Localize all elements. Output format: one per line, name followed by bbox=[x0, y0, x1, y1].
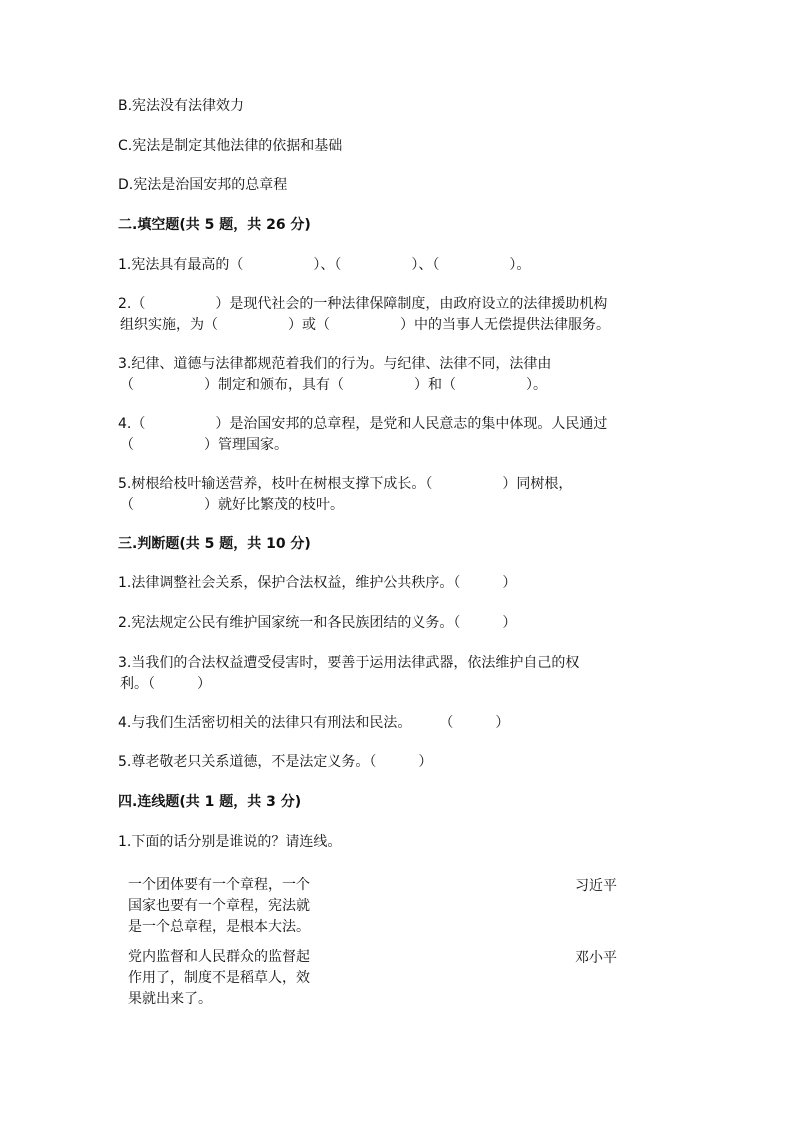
match-section-heading: 四.连线题(共 1 题，共 3 分) bbox=[118, 794, 302, 810]
fill-question-3-line-1: 3.纪律、道德与法律都规范着我们的行为。与纪律、法律不同，法律由 bbox=[118, 356, 552, 372]
quote-line: 是一个总章程，是根本大法。 bbox=[128, 919, 310, 935]
option-c: C.宪法是制定其他法律的依据和基础 bbox=[118, 138, 343, 154]
judge-question-2: 2.宪法规定公民有维护国家统一和各民族团结的义务。（ ） bbox=[118, 615, 517, 631]
judge-question-3-line-2: 利。（ ） bbox=[120, 676, 211, 692]
quote-line: 国家也要有一个章程，宪法就 bbox=[128, 898, 310, 914]
fill-section-heading: 二.填空题(共 5 题，共 26 分) bbox=[118, 217, 311, 233]
judge-question-3-line-1: 3.当我们的合法权益遭受侵害时，要善于运用法律武器，依法维护自己的权 bbox=[118, 655, 580, 671]
match-question-1: 1.下面的话分别是谁说的？请连线。 bbox=[118, 834, 342, 850]
fill-question-2-line-1: 2.（ ）是现代社会的一种法律保障制度，由政府设立的法律援助机构 bbox=[118, 296, 608, 312]
fill-question-2-line-2: 组织实施，为（ ）或（ ）中的当事人无偿提供法律服务。 bbox=[120, 317, 610, 333]
fill-question-4-line-2: （ ）管理国家。 bbox=[120, 437, 288, 453]
fill-question-1: 1.宪法具有最高的（ ）、（ ）、（ ）。 bbox=[118, 257, 531, 273]
fill-question-5-line-2: （ ）就好比繁茂的枝叶。 bbox=[120, 497, 344, 513]
match-quote-1 bbox=[128, 875, 368, 938]
judge-question-4: 4.与我们生活密切相关的法律只有刑法和民法。 （ ） bbox=[118, 715, 510, 731]
fill-question-4-line-1: 4.（ ）是治国安邦的总章程，是党和人民意志的集中体现。人民通过 bbox=[118, 416, 608, 432]
option-d: D.宪法是治国安邦的总章程 bbox=[118, 177, 288, 193]
judge-question-5: 5.尊老敬老只关系道德，不是法定义务。（ ） bbox=[118, 754, 433, 770]
judge-question-1: 1.法律调整社会关系，保护合法权益，维护公共秩序。（ ） bbox=[118, 575, 517, 591]
fill-question-3-line-2: （ ）制定和颁布，具有（ ）和（ ）。 bbox=[120, 377, 547, 393]
fill-question-5-line-1: 5.树根给枝叶输送营养，枝叶在树根支撑下成长。（ ）同树根， bbox=[118, 476, 573, 492]
match-person-2: 邓小平 bbox=[575, 950, 617, 966]
quote-line: 党内监督和人民群众的监督起 bbox=[128, 949, 310, 965]
quote-line: 果就出来了。 bbox=[128, 991, 212, 1007]
judge-section-heading: 三.判断题(共 5 题，共 10 分) bbox=[118, 536, 311, 552]
match-quote-2 bbox=[128, 947, 368, 1010]
option-b: B.宪法没有法律效力 bbox=[118, 98, 245, 114]
quote-line: 作用了，制度不是稻草人，效 bbox=[128, 970, 310, 986]
match-person-1: 习近平 bbox=[575, 878, 617, 894]
quote-line: 一个团体要有一个章程，一个 bbox=[128, 877, 310, 893]
